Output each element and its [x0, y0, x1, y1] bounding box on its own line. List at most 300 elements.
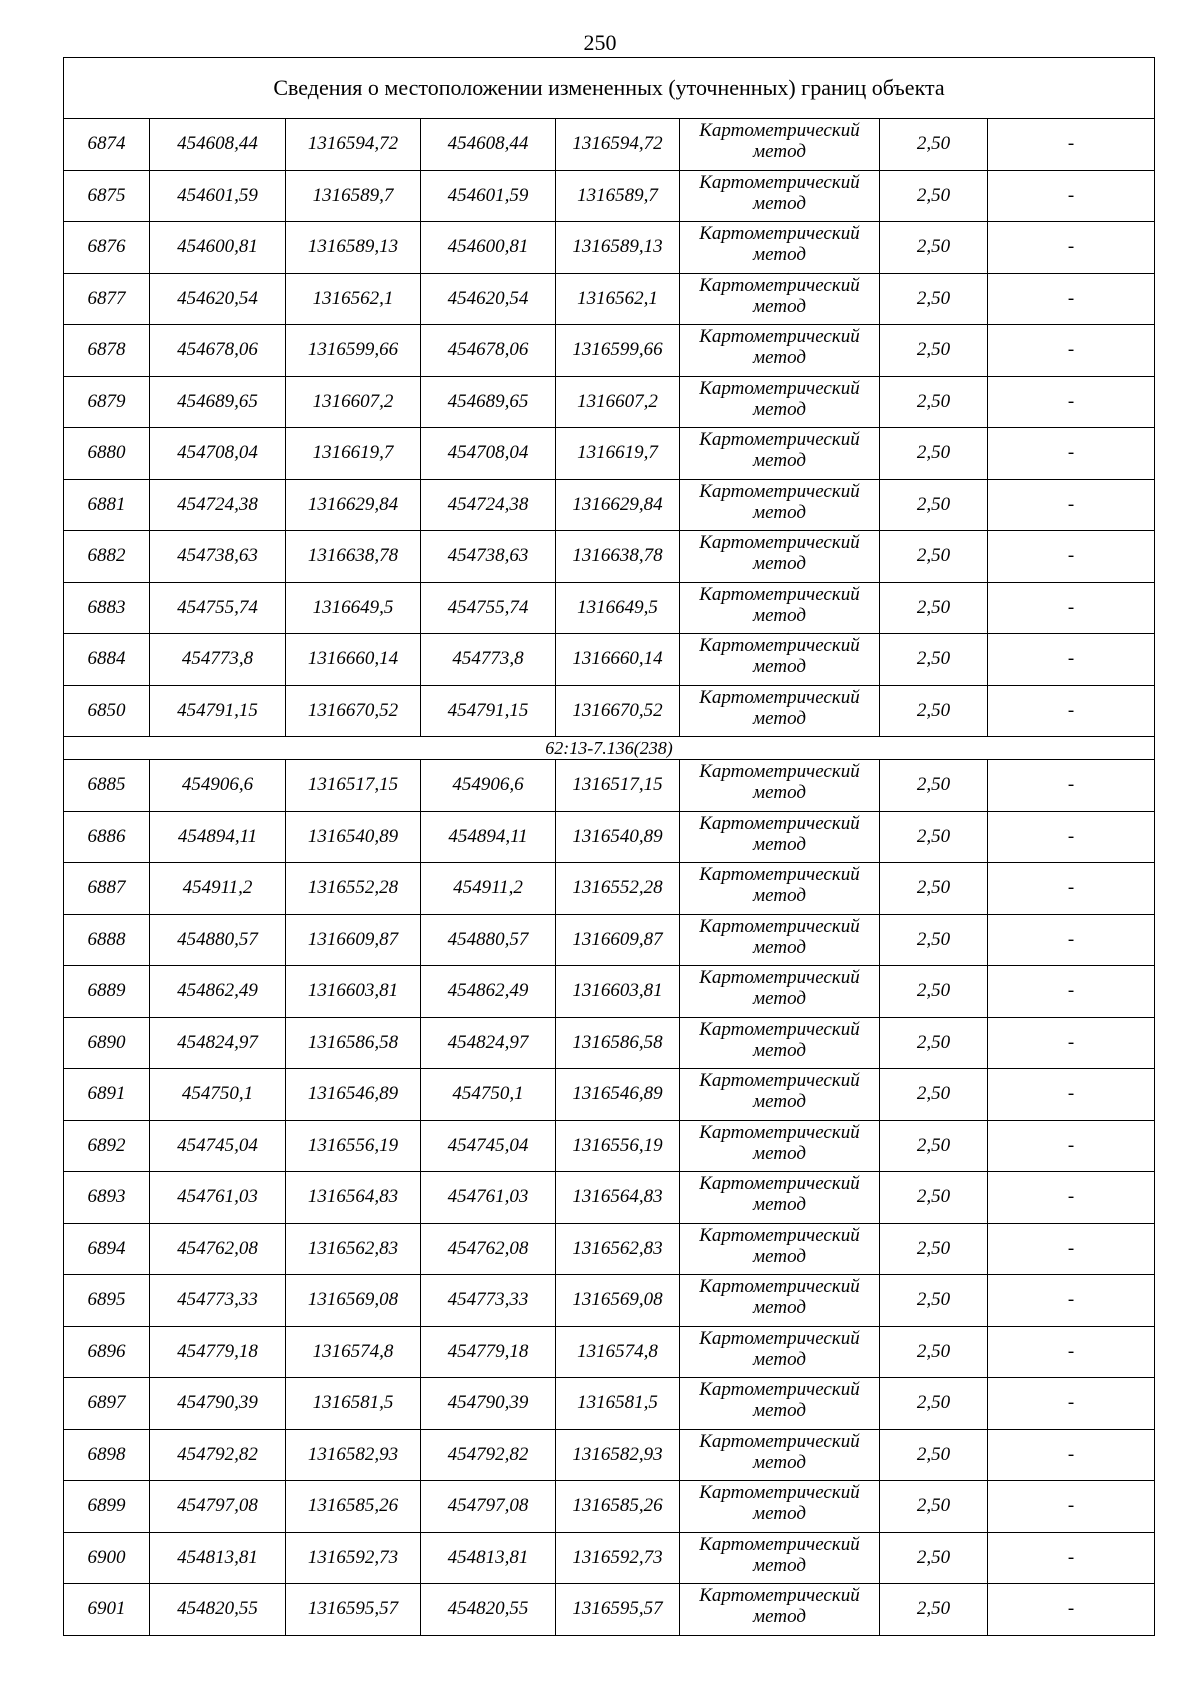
note-cell: -	[988, 1172, 1155, 1224]
method-line-2: метод	[753, 1554, 806, 1576]
table-row	[64, 479, 1155, 531]
y-existing-cell: 1316585,26	[286, 1481, 421, 1533]
x-existing-cell: 454911,2	[150, 863, 286, 915]
point-number-cell: 6899	[64, 1481, 150, 1533]
y-new-cell: 1316517,15	[556, 760, 680, 812]
point-number-cell: 6887	[64, 863, 150, 915]
section-row	[64, 737, 1155, 760]
x-existing-cell: 454724,38	[150, 479, 286, 531]
accuracy-cell: 2,50	[880, 376, 988, 428]
method-line-1: Картометрический	[699, 532, 860, 553]
x-new-cell: 454906,6	[421, 760, 556, 812]
method-line-2: метод	[753, 1245, 806, 1267]
accuracy-cell: 2,50	[880, 428, 988, 480]
point-number-cell: 6883	[64, 582, 150, 634]
table-row	[64, 863, 1155, 915]
method-cell	[680, 760, 880, 812]
x-new-cell: 454738,63	[421, 531, 556, 583]
x-existing-cell: 454820,55	[150, 1584, 286, 1636]
y-new-cell: 1316595,57	[556, 1584, 680, 1636]
method-line-2: метод	[753, 398, 806, 420]
y-existing-cell: 1316569,08	[286, 1275, 421, 1327]
table-row	[64, 1275, 1155, 1327]
table-row	[64, 170, 1155, 222]
method-cell	[680, 811, 880, 863]
method-cell	[680, 966, 880, 1018]
point-number-cell: 6890	[64, 1017, 150, 1069]
method-cell	[680, 222, 880, 274]
accuracy-cell: 2,50	[880, 1429, 988, 1481]
x-new-cell: 454790,39	[421, 1378, 556, 1430]
method-line-1: Картометрический	[699, 583, 860, 605]
x-new-cell: 454792,82	[421, 1429, 556, 1481]
y-new-cell: 1316594,72	[556, 119, 680, 171]
table-row	[64, 1120, 1155, 1172]
method-line-2: метод	[753, 1142, 806, 1164]
y-new-cell: 1316546,89	[556, 1069, 680, 1121]
table-row	[64, 428, 1155, 480]
x-new-cell: 454608,44	[421, 119, 556, 171]
method-line-2: метод	[753, 244, 806, 265]
x-existing-cell: 454894,11	[150, 811, 286, 863]
y-new-cell: 1316638,78	[556, 531, 680, 583]
table-row	[64, 1378, 1155, 1430]
y-existing-cell: 1316599,66	[286, 325, 421, 377]
method-cell	[680, 685, 880, 737]
x-existing-cell: 454762,08	[150, 1223, 286, 1275]
table-row	[64, 1326, 1155, 1378]
y-new-cell: 1316589,7	[556, 170, 680, 222]
table-row	[64, 1172, 1155, 1224]
x-existing-cell: 454779,18	[150, 1326, 286, 1378]
y-existing-cell: 1316581,5	[286, 1378, 421, 1430]
point-number-cell: 6874	[64, 119, 150, 171]
x-new-cell: 454708,04	[421, 428, 556, 480]
x-existing-cell: 454755,74	[150, 582, 286, 634]
y-new-cell: 1316581,5	[556, 1378, 680, 1430]
note-cell: -	[988, 1378, 1155, 1430]
y-existing-cell: 1316540,89	[286, 811, 421, 863]
table-body	[64, 58, 1155, 1636]
x-new-cell: 454773,33	[421, 1275, 556, 1327]
x-existing-cell: 454773,8	[150, 634, 286, 686]
y-existing-cell: 1316603,81	[286, 966, 421, 1018]
x-existing-cell: 454761,03	[150, 1172, 286, 1224]
point-number-cell: 6882	[64, 531, 150, 583]
x-existing-cell: 454608,44	[150, 119, 286, 171]
y-existing-cell: 1316589,7	[286, 170, 421, 222]
method-cell	[680, 1429, 880, 1481]
method-line-1: Картометрический	[699, 223, 860, 244]
y-new-cell: 1316592,73	[556, 1532, 680, 1584]
table-row	[64, 1223, 1155, 1275]
method-line-1: Картометрический	[699, 1585, 860, 1606]
section-label: 62:13-7.136(238)	[64, 737, 1155, 760]
y-existing-cell: 1316574,8	[286, 1326, 421, 1378]
method-line-2: метод	[753, 141, 806, 162]
method-cell	[680, 1584, 880, 1636]
point-number-cell: 6850	[64, 685, 150, 737]
x-existing-cell: 454790,39	[150, 1378, 286, 1430]
accuracy-cell: 2,50	[880, 1378, 988, 1430]
table-heading: Сведения о местоположении измененных (уточненных) границ объекта	[64, 58, 1155, 119]
y-new-cell: 1316562,83	[556, 1223, 680, 1275]
x-existing-cell: 454792,82	[150, 1429, 286, 1481]
method-line-2: метод	[753, 1039, 806, 1061]
point-number-cell: 6898	[64, 1429, 150, 1481]
method-cell	[680, 325, 880, 377]
method-line-1: Картометрический	[699, 171, 860, 193]
table-row	[64, 273, 1155, 325]
accuracy-cell: 2,50	[880, 222, 988, 274]
method-line-1: Картометрический	[699, 1121, 860, 1143]
table-row	[64, 1481, 1155, 1533]
point-number-cell: 6901	[64, 1584, 150, 1636]
note-cell: -	[988, 863, 1155, 915]
method-line-2: метод	[753, 1606, 806, 1627]
x-existing-cell: 454738,63	[150, 531, 286, 583]
note-cell: -	[988, 325, 1155, 377]
x-new-cell: 454745,04	[421, 1120, 556, 1172]
table-row	[64, 376, 1155, 428]
accuracy-cell: 2,50	[880, 685, 988, 737]
point-number-cell: 6897	[64, 1378, 150, 1430]
method-cell	[680, 1378, 880, 1430]
note-cell: -	[988, 811, 1155, 863]
y-existing-cell: 1316546,89	[286, 1069, 421, 1121]
x-existing-cell: 454600,81	[150, 222, 286, 274]
x-new-cell: 454678,06	[421, 325, 556, 377]
y-new-cell: 1316609,87	[556, 914, 680, 966]
accuracy-cell: 2,50	[880, 863, 988, 915]
method-line-1: Картометрический	[699, 1070, 860, 1091]
note-cell: -	[988, 170, 1155, 222]
method-line-1: Картометрический	[699, 480, 860, 502]
y-new-cell: 1316564,83	[556, 1172, 680, 1224]
x-new-cell: 454601,59	[421, 170, 556, 222]
x-existing-cell: 454745,04	[150, 1120, 286, 1172]
table-row	[64, 1584, 1155, 1636]
accuracy-cell: 2,50	[880, 1275, 988, 1327]
x-existing-cell: 454797,08	[150, 1481, 286, 1533]
accuracy-cell: 2,50	[880, 966, 988, 1018]
y-existing-cell: 1316629,84	[286, 479, 421, 531]
note-cell: -	[988, 582, 1155, 634]
point-number-cell: 6893	[64, 1172, 150, 1224]
note-cell: -	[988, 1584, 1155, 1636]
table-row	[64, 1532, 1155, 1584]
accuracy-cell: 2,50	[880, 1481, 988, 1533]
accuracy-cell: 2,50	[880, 1172, 988, 1224]
point-number-cell: 6886	[64, 811, 150, 863]
table-row	[64, 966, 1155, 1018]
x-new-cell: 454911,2	[421, 863, 556, 915]
x-existing-cell: 454773,33	[150, 1275, 286, 1327]
method-cell	[680, 1326, 880, 1378]
method-line-2: метод	[753, 1194, 806, 1215]
note-cell: -	[988, 1223, 1155, 1275]
y-new-cell: 1316562,1	[556, 273, 680, 325]
method-line-1: Картометрический	[699, 429, 860, 450]
x-new-cell: 454773,8	[421, 634, 556, 686]
method-line-2: метод	[753, 1400, 806, 1421]
x-existing-cell: 454862,49	[150, 966, 286, 1018]
x-existing-cell: 454813,81	[150, 1532, 286, 1584]
y-new-cell: 1316552,28	[556, 863, 680, 915]
method-line-1: Картометрический	[699, 967, 860, 988]
point-number-cell: 6880	[64, 428, 150, 480]
accuracy-cell: 2,50	[880, 1017, 988, 1069]
method-line-2: метод	[753, 347, 806, 368]
accuracy-cell: 2,50	[880, 811, 988, 863]
method-line-2: метод	[753, 501, 806, 523]
table-row	[64, 1017, 1155, 1069]
accuracy-cell: 2,50	[880, 760, 988, 812]
method-cell	[680, 428, 880, 480]
x-new-cell: 454824,97	[421, 1017, 556, 1069]
table-row	[64, 325, 1155, 377]
point-number-cell: 6895	[64, 1275, 150, 1327]
table-row	[64, 582, 1155, 634]
method-cell	[680, 634, 880, 686]
x-existing-cell: 454880,57	[150, 914, 286, 966]
method-cell	[680, 376, 880, 428]
accuracy-cell: 2,50	[880, 1120, 988, 1172]
table-row	[64, 811, 1155, 863]
y-existing-cell: 1316564,83	[286, 1172, 421, 1224]
point-number-cell: 6881	[64, 479, 150, 531]
method-cell	[680, 1532, 880, 1584]
method-line-1: Картометрический	[699, 864, 860, 885]
method-line-2: метод	[753, 1451, 806, 1473]
x-new-cell: 454755,74	[421, 582, 556, 634]
x-existing-cell: 454791,15	[150, 685, 286, 737]
x-existing-cell: 454708,04	[150, 428, 286, 480]
method-line-2: метод	[753, 833, 806, 855]
table-row	[64, 222, 1155, 274]
y-new-cell: 1316582,93	[556, 1429, 680, 1481]
table-row	[64, 760, 1155, 812]
y-new-cell: 1316556,19	[556, 1120, 680, 1172]
method-line-2: метод	[753, 707, 806, 729]
x-new-cell: 454880,57	[421, 914, 556, 966]
x-new-cell: 454862,49	[421, 966, 556, 1018]
note-cell: -	[988, 531, 1155, 583]
table-heading-row	[64, 58, 1155, 119]
y-new-cell: 1316619,7	[556, 428, 680, 480]
method-line-2: метод	[753, 604, 806, 626]
x-new-cell: 454779,18	[421, 1326, 556, 1378]
point-number-cell: 6878	[64, 325, 150, 377]
y-new-cell: 1316649,5	[556, 582, 680, 634]
note-cell: -	[988, 428, 1155, 480]
note-cell: -	[988, 634, 1155, 686]
accuracy-cell: 2,50	[880, 170, 988, 222]
x-new-cell: 454620,54	[421, 273, 556, 325]
table-row	[64, 685, 1155, 737]
note-cell: -	[988, 914, 1155, 966]
x-new-cell: 454894,11	[421, 811, 556, 863]
y-new-cell: 1316589,13	[556, 222, 680, 274]
y-new-cell: 1316586,58	[556, 1017, 680, 1069]
y-new-cell: 1316603,81	[556, 966, 680, 1018]
x-new-cell: 454724,38	[421, 479, 556, 531]
note-cell: -	[988, 760, 1155, 812]
x-new-cell: 454689,65	[421, 376, 556, 428]
point-number-cell: 6900	[64, 1532, 150, 1584]
y-existing-cell: 1316517,15	[286, 760, 421, 812]
method-cell	[680, 119, 880, 171]
note-cell: -	[988, 119, 1155, 171]
method-cell	[680, 1481, 880, 1533]
y-existing-cell: 1316619,7	[286, 428, 421, 480]
method-cell	[680, 479, 880, 531]
accuracy-cell: 2,50	[880, 1069, 988, 1121]
note-cell: -	[988, 1532, 1155, 1584]
y-existing-cell: 1316649,5	[286, 582, 421, 634]
note-cell: -	[988, 1481, 1155, 1533]
method-line-2: метод	[753, 1348, 806, 1370]
method-line-1: Картометрический	[699, 1482, 860, 1503]
y-existing-cell: 1316660,14	[286, 634, 421, 686]
x-existing-cell: 454906,6	[150, 760, 286, 812]
note-cell: -	[988, 1275, 1155, 1327]
method-line-1: Картометрический	[699, 1224, 860, 1246]
boundary-coordinates-table	[63, 57, 1155, 1636]
method-cell	[680, 914, 880, 966]
table-row	[64, 1069, 1155, 1121]
method-line-1: Картометрический	[699, 1533, 860, 1555]
accuracy-cell: 2,50	[880, 582, 988, 634]
point-number-cell: 6884	[64, 634, 150, 686]
note-cell: -	[988, 222, 1155, 274]
point-number-cell: 6885	[64, 760, 150, 812]
method-cell	[680, 863, 880, 915]
accuracy-cell: 2,50	[880, 531, 988, 583]
x-existing-cell: 454620,54	[150, 273, 286, 325]
accuracy-cell: 2,50	[880, 325, 988, 377]
y-new-cell: 1316660,14	[556, 634, 680, 686]
note-cell: -	[988, 1326, 1155, 1378]
method-line-2: метод	[753, 553, 806, 574]
method-line-1: Картометрический	[699, 1430, 860, 1452]
method-line-2: метод	[753, 295, 806, 317]
accuracy-cell: 2,50	[880, 119, 988, 171]
point-number-cell: 6891	[64, 1069, 150, 1121]
x-existing-cell: 454678,06	[150, 325, 286, 377]
y-new-cell: 1316585,26	[556, 1481, 680, 1533]
y-new-cell: 1316670,52	[556, 685, 680, 737]
x-existing-cell: 454824,97	[150, 1017, 286, 1069]
table-row	[64, 634, 1155, 686]
table-row	[64, 119, 1155, 171]
method-cell	[680, 273, 880, 325]
y-new-cell: 1316569,08	[556, 1275, 680, 1327]
method-cell	[680, 1120, 880, 1172]
method-line-1: Картометрический	[699, 274, 860, 296]
x-existing-cell: 454601,59	[150, 170, 286, 222]
x-existing-cell: 454689,65	[150, 376, 286, 428]
note-cell: -	[988, 966, 1155, 1018]
method-line-1: Картометрический	[699, 377, 860, 399]
x-new-cell: 454762,08	[421, 1223, 556, 1275]
note-cell: -	[988, 1017, 1155, 1069]
note-cell: -	[988, 376, 1155, 428]
note-cell: -	[988, 479, 1155, 531]
accuracy-cell: 2,50	[880, 1326, 988, 1378]
accuracy-cell: 2,50	[880, 914, 988, 966]
y-existing-cell: 1316595,57	[286, 1584, 421, 1636]
note-cell: -	[988, 1069, 1155, 1121]
x-existing-cell: 454750,1	[150, 1069, 286, 1121]
y-existing-cell: 1316594,72	[286, 119, 421, 171]
y-existing-cell: 1316562,1	[286, 273, 421, 325]
accuracy-cell: 2,50	[880, 1532, 988, 1584]
point-number-cell: 6889	[64, 966, 150, 1018]
method-line-1: Картометрический	[699, 1018, 860, 1040]
method-cell	[680, 1223, 880, 1275]
method-line-2: метод	[753, 1297, 806, 1318]
method-line-2: метод	[753, 885, 806, 906]
method-line-2: метод	[753, 988, 806, 1009]
y-existing-cell: 1316582,93	[286, 1429, 421, 1481]
note-cell: -	[988, 1429, 1155, 1481]
y-existing-cell: 1316670,52	[286, 685, 421, 737]
y-existing-cell: 1316562,83	[286, 1223, 421, 1275]
x-new-cell: 454761,03	[421, 1172, 556, 1224]
method-line-2: метод	[753, 1503, 806, 1524]
x-new-cell: 454813,81	[421, 1532, 556, 1584]
method-line-1: Картометрический	[699, 1173, 860, 1194]
point-number-cell: 6879	[64, 376, 150, 428]
point-number-cell: 6877	[64, 273, 150, 325]
method-line-2: метод	[753, 936, 806, 958]
method-line-2: метод	[753, 1091, 806, 1112]
note-cell: -	[988, 1120, 1155, 1172]
method-line-1: Картометрический	[699, 326, 860, 347]
method-line-1: Картометрический	[699, 1327, 860, 1349]
y-existing-cell: 1316609,87	[286, 914, 421, 966]
x-new-cell: 454750,1	[421, 1069, 556, 1121]
y-new-cell: 1316599,66	[556, 325, 680, 377]
point-number-cell: 6875	[64, 170, 150, 222]
y-existing-cell: 1316638,78	[286, 531, 421, 583]
x-new-cell: 454791,15	[421, 685, 556, 737]
method-cell	[680, 582, 880, 634]
table-row	[64, 1429, 1155, 1481]
y-existing-cell: 1316552,28	[286, 863, 421, 915]
method-cell	[680, 1275, 880, 1327]
method-line-1: Картометрический	[699, 686, 860, 708]
method-cell	[680, 170, 880, 222]
method-line-1: Картометрический	[699, 761, 860, 782]
method-line-1: Картометрический	[699, 635, 860, 656]
method-line-2: метод	[753, 656, 806, 677]
note-cell: -	[988, 685, 1155, 737]
table-row	[64, 914, 1155, 966]
y-new-cell: 1316540,89	[556, 811, 680, 863]
x-new-cell: 454820,55	[421, 1584, 556, 1636]
x-new-cell: 454600,81	[421, 222, 556, 274]
y-new-cell: 1316607,2	[556, 376, 680, 428]
accuracy-cell: 2,50	[880, 1584, 988, 1636]
y-new-cell: 1316574,8	[556, 1326, 680, 1378]
method-line-1: Картометрический	[699, 812, 860, 834]
y-existing-cell: 1316556,19	[286, 1120, 421, 1172]
method-cell	[680, 531, 880, 583]
accuracy-cell: 2,50	[880, 634, 988, 686]
accuracy-cell: 2,50	[880, 1223, 988, 1275]
